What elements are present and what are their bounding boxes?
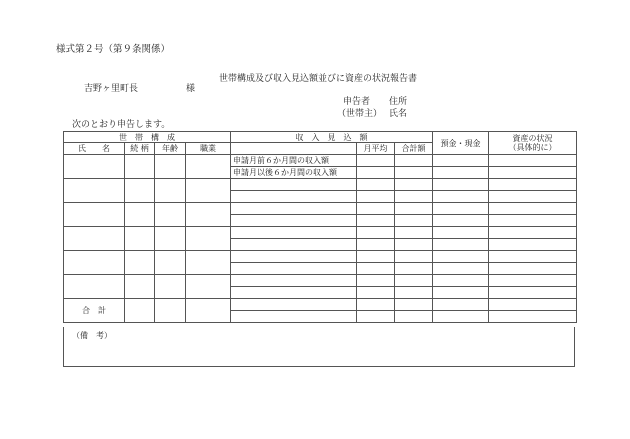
assets-cell[interactable] — [489, 167, 577, 179]
assets-cell[interactable] — [489, 155, 577, 167]
total-header: 合計額 — [395, 143, 433, 155]
remarks-box[interactable] — [63, 327, 575, 367]
savings-cell[interactable] — [433, 299, 489, 311]
total-occupation-cell — [186, 299, 231, 323]
monthly-avg-cell[interactable] — [357, 287, 395, 299]
assets-cell[interactable] — [489, 299, 577, 311]
remarks-label: （備 考） — [72, 331, 112, 340]
total-cell[interactable] — [395, 167, 433, 179]
total-cell[interactable] — [395, 155, 433, 167]
occupation-header: 職業 — [186, 143, 231, 155]
member-relation-cell[interactable] — [125, 179, 155, 203]
monthly-avg-cell[interactable] — [357, 155, 395, 167]
name-label: 氏名 — [389, 109, 408, 119]
monthly-avg-cell[interactable] — [357, 311, 395, 323]
report-table — [63, 131, 577, 323]
document-title: 世帯構成及び収入見込額並びに資産の状況報告書 — [219, 74, 418, 84]
income-before-label: 申請月前６か月間の収入額 — [231, 155, 357, 167]
member-occupation-cell[interactable] — [186, 179, 231, 203]
total-cell[interactable] — [395, 287, 433, 299]
income-label-cell[interactable] — [231, 227, 357, 239]
assets-cell[interactable] — [489, 287, 577, 299]
income-label-cell[interactable] — [231, 239, 357, 251]
member-occupation-cell[interactable] — [186, 227, 231, 251]
member-relation-cell[interactable] — [125, 251, 155, 275]
member-occupation-cell[interactable] — [186, 251, 231, 275]
savings-cell[interactable] — [433, 311, 489, 323]
income-label-cell[interactable] — [231, 203, 357, 215]
assets-cell[interactable] — [489, 311, 577, 323]
member-name-cell[interactable] — [64, 251, 125, 275]
savings-cell[interactable] — [433, 263, 489, 275]
income-after-label: 申請月以後６か月間の収入額 — [231, 167, 357, 179]
assets-cell[interactable] — [489, 263, 577, 275]
assets-cell[interactable] — [489, 251, 577, 263]
declarant-label: 申告者 — [343, 97, 371, 107]
member-name-cell[interactable] — [64, 275, 125, 299]
head-label: （世帯主） — [337, 109, 383, 119]
total-relation-cell — [125, 299, 155, 323]
total-cell[interactable] — [395, 239, 433, 251]
savings-cell[interactable] — [433, 227, 489, 239]
income-label-cell[interactable] — [231, 251, 357, 263]
member-name-cell[interactable] — [64, 179, 125, 203]
assets-cell[interactable] — [489, 275, 577, 287]
income-label-cell[interactable] — [231, 191, 357, 203]
household-header: 世 帯 構 成 — [64, 132, 231, 143]
savings-cell[interactable] — [433, 155, 489, 167]
income-label-cell[interactable] — [231, 311, 357, 323]
member-relation-cell[interactable] — [125, 227, 155, 251]
member-age-cell[interactable] — [155, 155, 186, 179]
form-number: 様式第２号（第９条関係） — [56, 44, 171, 55]
assets-cell[interactable] — [489, 179, 577, 191]
address-label: 住所 — [389, 97, 408, 107]
monthly-avg-cell[interactable] — [357, 227, 395, 239]
assets-cell[interactable] — [489, 191, 577, 203]
savings-cell[interactable] — [433, 251, 489, 263]
member-age-cell[interactable] — [155, 203, 186, 227]
income-label-cell[interactable] — [231, 299, 357, 311]
income-label-cell[interactable] — [231, 215, 357, 227]
total-cell[interactable] — [395, 179, 433, 191]
total-cell[interactable] — [395, 299, 433, 311]
savings-cell[interactable] — [433, 215, 489, 227]
assets-header-line2: （具体的に） — [508, 143, 557, 152]
member-occupation-cell[interactable] — [186, 155, 231, 179]
savings-cell[interactable] — [433, 203, 489, 215]
savings-cell[interactable] — [433, 179, 489, 191]
monthly-avg-cell[interactable] — [357, 299, 395, 311]
total-cell[interactable] — [395, 275, 433, 287]
savings-cell[interactable] — [433, 239, 489, 251]
income-label-col-header — [231, 143, 357, 155]
income-label-cell[interactable] — [231, 179, 357, 191]
total-cell[interactable] — [395, 251, 433, 263]
total-cell[interactable] — [395, 203, 433, 215]
monthly-avg-cell[interactable] — [357, 215, 395, 227]
assets-cell[interactable] — [489, 239, 577, 251]
member-age-cell[interactable] — [155, 179, 186, 203]
savings-cell[interactable] — [433, 191, 489, 203]
monthly-avg-cell[interactable] — [357, 167, 395, 179]
income-label-cell[interactable] — [231, 275, 357, 287]
total-cell[interactable] — [395, 215, 433, 227]
monthly-avg-cell[interactable] — [357, 263, 395, 275]
monthly-avg-cell[interactable] — [357, 191, 395, 203]
member-age-cell[interactable] — [155, 227, 186, 251]
member-age-cell[interactable] — [155, 275, 186, 299]
income-header: 収 入 見 込 額 — [231, 132, 433, 143]
age-header: 年齢 — [155, 143, 186, 155]
savings-header: 預金・現金 — [433, 132, 489, 155]
member-age-cell[interactable] — [155, 251, 186, 275]
total-cell[interactable] — [395, 311, 433, 323]
savings-cell[interactable] — [433, 275, 489, 287]
assets-header-line1: 資産の状況 — [512, 134, 553, 143]
total-cell[interactable] — [395, 227, 433, 239]
relation-header: 続 柄 — [125, 143, 155, 155]
total-cell[interactable] — [395, 263, 433, 275]
member-relation-cell[interactable] — [125, 275, 155, 299]
total-label: 合 計 — [64, 299, 125, 323]
monthly-avg-cell[interactable] — [357, 239, 395, 251]
name-header: 氏 名 — [64, 143, 125, 155]
monthly-avg-cell[interactable] — [357, 179, 395, 191]
assets-header — [489, 132, 577, 155]
monthly-avg-cell[interactable] — [357, 275, 395, 287]
total-age-cell — [155, 299, 186, 323]
member-name-cell[interactable] — [64, 155, 125, 179]
member-name-cell[interactable] — [64, 203, 125, 227]
assets-cell[interactable] — [489, 203, 577, 215]
total-cell[interactable] — [395, 191, 433, 203]
addressee: 吉野ヶ里町長 — [84, 84, 139, 94]
member-relation-cell[interactable] — [125, 155, 155, 179]
income-label-cell[interactable] — [231, 263, 357, 275]
savings-cell[interactable] — [433, 167, 489, 179]
assets-cell[interactable] — [489, 215, 577, 227]
intro-text: 次のとおり申告します。 — [72, 120, 171, 130]
savings-cell[interactable] — [433, 287, 489, 299]
monthly-avg-header: 月平均 — [357, 143, 395, 155]
monthly-avg-cell[interactable] — [357, 203, 395, 215]
honorific: 様 — [186, 84, 196, 94]
assets-cell[interactable] — [489, 227, 577, 239]
member-occupation-cell[interactable] — [186, 275, 231, 299]
member-occupation-cell[interactable] — [186, 203, 231, 227]
member-relation-cell[interactable] — [125, 203, 155, 227]
income-label-cell[interactable] — [231, 287, 357, 299]
monthly-avg-cell[interactable] — [357, 251, 395, 263]
member-name-cell[interactable] — [64, 227, 125, 251]
